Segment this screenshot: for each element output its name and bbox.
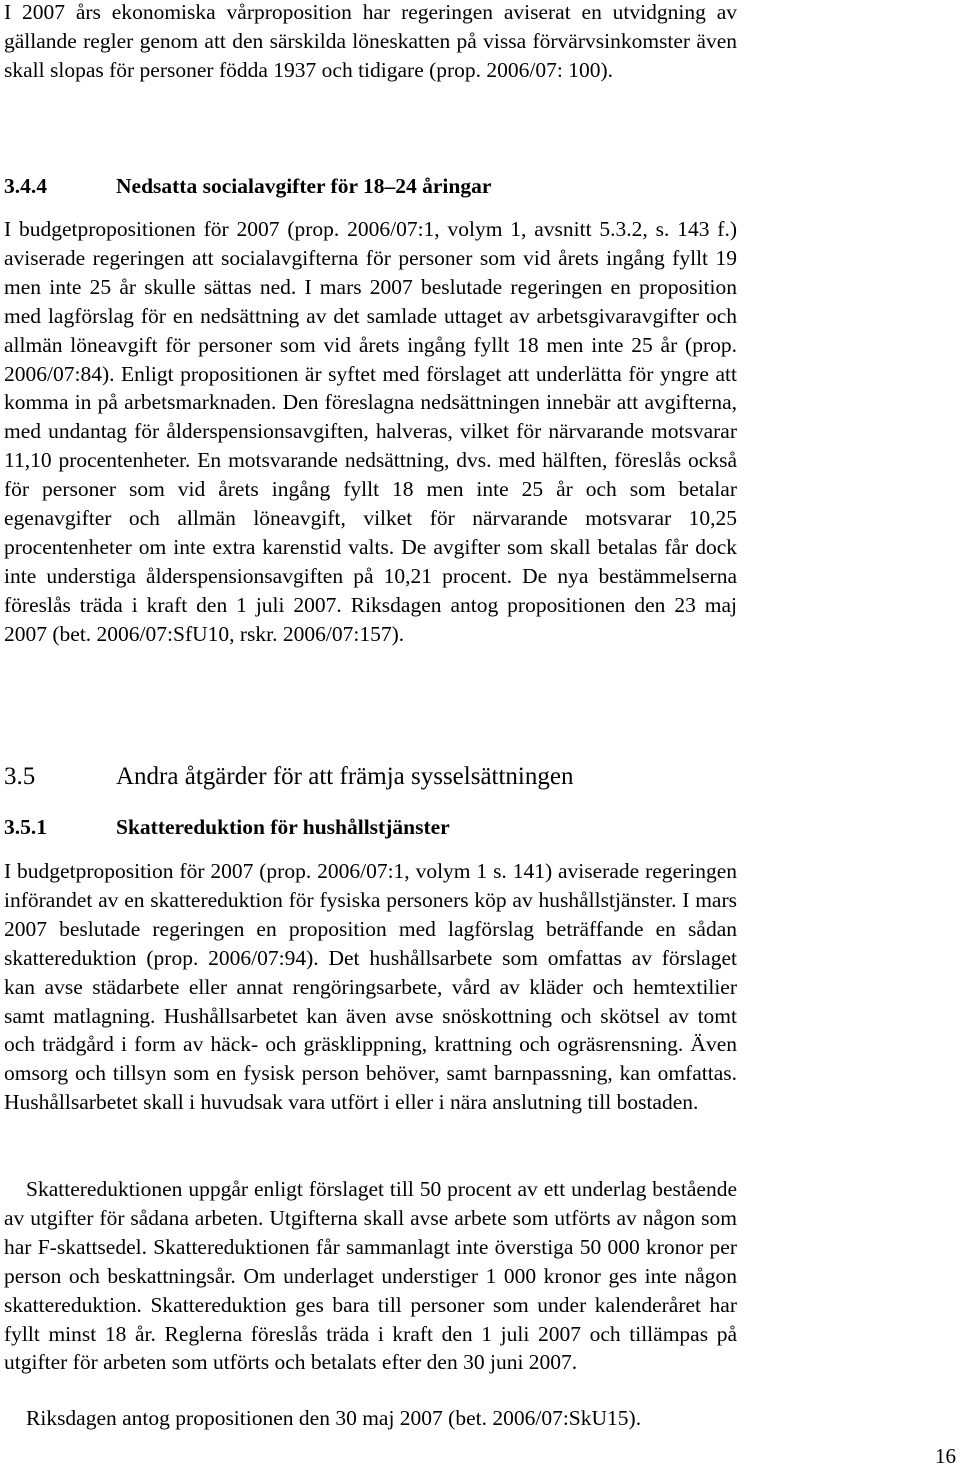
paragraph-intro: I 2007 års ekonomiska vårproposition har regeringen aviserat en utvidgning av gällande regler genom att den särskilda löneskatten på vissa förvärvsinkomster även skall slopas för personer födda 1937 och tidigare (prop. 2006/07: 100). (4, 0, 737, 82)
heading-text: Nedsatta socialavgifter för 18–24 åringar (116, 174, 492, 198)
paragraph-skattereduktion: Skattereduktionen uppgår enligt förslaget till 50 procent av ett underlag bestående av utgifter för sådana arbeten. Utgifterna skall avse arbete som utförts av någon som har F-skattsedel. Skattereduktionen får sammanlagt inte överstiga 50 000 kronor per person och beskattningsår. Om underlaget understiger 1 000 kronor ges inte någon skattereduktion. Skattereduktion ges bara till personer som under kalenderåret har fyllt minst 18 år. Reglerna föreslås träda i kraft den 1 juli 2007 och tillämpas på utgifter för arbeten som utförts och betalats efter den 30 juni 2007. (4, 1177, 737, 1375)
heading-number: 3.5.1 (4, 815, 47, 839)
heading-3-5 (4, 762, 573, 792)
heading-number: 3.5 (4, 763, 36, 790)
heading-text: Skattereduktion för hushållstjänster (116, 815, 450, 839)
paragraph-socialavgifter: I budgetpropositionen för 2007 (prop. 2006/07:1, volym 1, avsnitt 5.3.2, s. 143 f.) aviserade regeringen att socialavgifterna för personer som vid årets ingång fyllt 19 men inte 25 år skulle sättas ned. I mars 2007 beslutade regeringen en proposition med lagförslag för en nedsättning av det samlade uttaget av arbetsgivaravgifter och allmän löneavgift för personer som vid årets ingång fyllt 18 men inte 25 år (prop. 2006/07:84). Enligt propositionen är syftet med förslaget att underlätta för yngre att komma in på arbetsmarknaden. Den föreslagna nedsättningen innebär att avgifterna, med undantag för ålderspensionsavgiften, halveras, vilket för närvarande motsvarar 11,10 procentenheter. En motsvarande nedsättning, dvs. med hälften, föreslås också för personer som vid årets ingång fyllt 18 men inte 25 år och som betalar egenavgifter och allmän löneavgift, vilket för närvarande motsvarar 10,25 procentenheter om inte extra karenstid valts. De avgifter som skall betalas får dock inte understiga ålderspensionsavgiften på 10,21 procent. De nya bestämmelserna föreslås träda i kraft den 1 juli 2007. Riksdagen antog propositionen den 23 maj 2007 (bet. 2006/07:SfU10, rskr. 2006/07:157). (4, 217, 737, 646)
heading-3-4-4 (4, 172, 491, 200)
paragraph-hushallstjanster: I budgetproposition för 2007 (prop. 2006/07:1, volym 1 s. 141) aviserade regeringen införandet av en skattereduktion för fysiska personers köp av hushållstjänster. I mars 2007 beslutade regeringen en proposition med lagförslag beträffande en sådan skattereduktion (prop. 2006/07:94). Det hushållsarbete som omfattas av förslaget kan avse städarbete eller annat rengöringsarbete, vård av kläder och hemtextilier samt matlagning. Hushållsarbetet kan även avse snöskottning och skötsel av tomt och trädgård i form av häck- och gräsklippning, krattning och ogräsrensning. Även omsorg och tillsyn som en fysisk person behöver, samt barnpassning, kan omfattas. Hushållsarbetet skall i huvudsak vara utfört i eller i nära anslutning till bostaden. (4, 859, 737, 1115)
heading-text: Andra åtgärder för att främja sysselsättningen (116, 763, 574, 790)
heading-number: 3.4.4 (4, 174, 47, 198)
paragraph-riksdagen: Riksdagen antog propositionen den 30 maj 2007 (bet. 2006/07:SkU15). (26, 1406, 642, 1430)
heading-3-5-1 (4, 813, 450, 841)
page-number: 16 (935, 1444, 956, 1468)
